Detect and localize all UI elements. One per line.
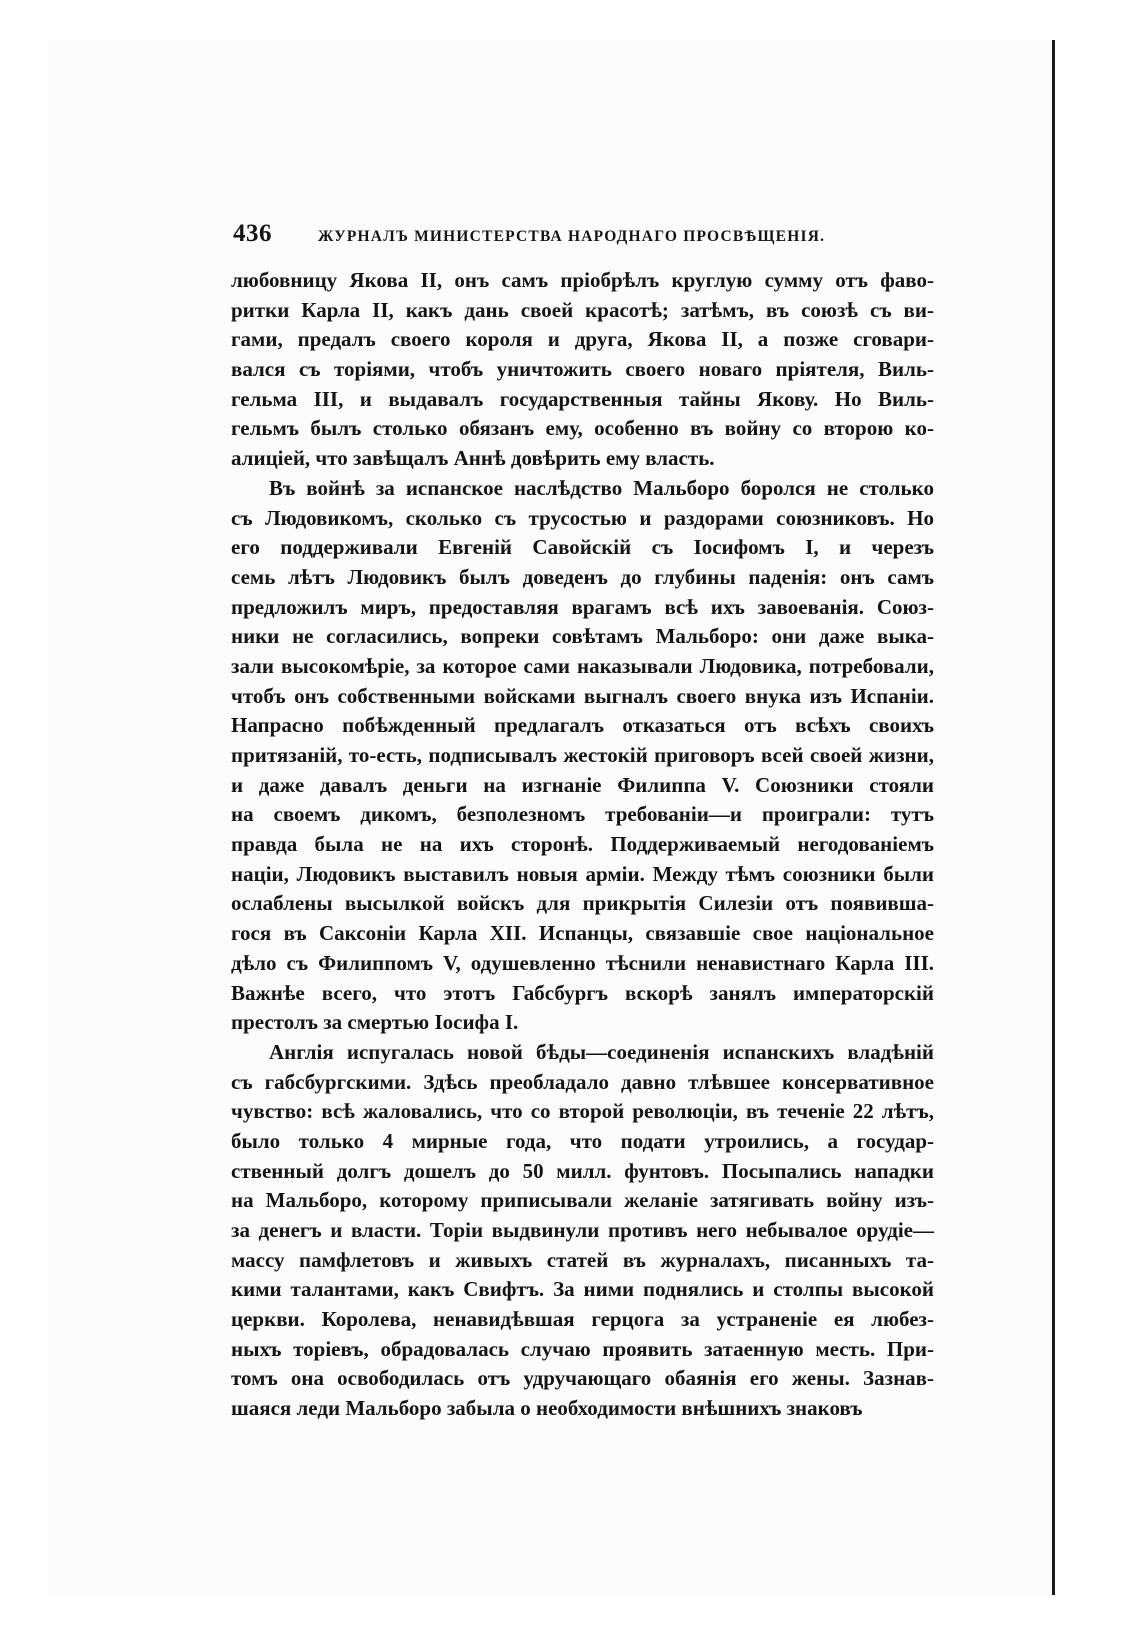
text-line: вался съ торіями, чтобъ уничтожить своего новаго пріятеля, Виль- — [231, 357, 934, 382]
running-title: ЖУРНАЛЪ МИНИСТЕРСТВА НАРОДНАГО ПРОСВѢЩЕНІЯ. — [318, 228, 826, 245]
text-line: правда была не на ихъ сторонѣ. Поддерживаемый негодованіемъ — [231, 832, 934, 857]
text-line: Англія испугалась новой бѣды—соединенія испанскихъ владѣній — [269, 1039, 934, 1064]
paragraph — [231, 1038, 934, 1424]
text-line: алицiей, что завѣщалъ Аннѣ довѣрить ему власть. — [231, 446, 715, 471]
text-line: дѣло съ Филиппомъ V, одушевленно тѣснили ненавистнаго Карла III. — [231, 950, 934, 975]
text-line: чувство: всѣ жаловались, что со второй революціи, въ теченіе 22 лѣтъ, — [231, 1099, 934, 1124]
text-line: семь лѣтъ Людовикъ былъ доведенъ до глубины паденія: онъ самъ — [231, 564, 934, 589]
text-line: ослаблены высылкой войскъ для прикрытія Силезіи отъ появивша- — [231, 891, 934, 916]
paragraph — [231, 474, 934, 1038]
text-line: кими талантами, какъ Свифтъ. За ними поднялись и столпы высокой — [231, 1277, 934, 1302]
text-line: гося въ Саксоніи Карла XII. Испанцы, связавшіе свое національное — [231, 921, 934, 946]
text-line: любовницу Якова II, онъ самъ пріобрѣлъ круглую сумму отъ фаво- — [231, 268, 934, 292]
text-line: и даже давалъ деньги на изгнаніе Филиппа V. Союзники стояли — [231, 772, 934, 797]
page-spine-edge — [1052, 40, 1055, 1595]
text-line: Важнѣе всего, что этотъ Габсбургъ вскорѣ занялъ императорскій — [231, 980, 934, 1005]
text-line: ныхъ торіевъ, обрадовалась случаю проявить затаенную месть. При- — [231, 1336, 934, 1361]
text-line: за денегъ и власти. Торіи выдвинули противъ него небывалое орудіе— — [231, 1218, 934, 1242]
text-line: ники не согласились, вопреки совѣтамъ Мальборо: они даже выка- — [231, 624, 934, 649]
text-line: гельма III, и выдавалъ государственныя тайны Якову. Но Виль- — [231, 386, 934, 411]
text-line: престолъ за смертью Іосифа I. — [231, 1010, 519, 1035]
text-line: массу памфлетовъ и живыхъ статей въ журналахъ, писанныхъ та- — [231, 1247, 934, 1272]
text-line: предложилъ миръ, предоставляя врагамъ всѣ ихъ завоеванія. Союз- — [231, 594, 934, 619]
text-line: гами, предалъ своего короля и друга, Якова II, а позже сговари- — [231, 327, 934, 352]
text-line: на Мальборо, которому приписывали желаніе затягивать войну изъ- — [231, 1188, 934, 1213]
text-line: съ Людовикомъ, сколько съ трусостью и раздорами союзниковъ. Но — [231, 505, 934, 530]
text-line: зали высокомѣріе, за которое сами наказывали Людовика, потребовали, — [231, 653, 934, 678]
text-line: на своемъ дикомъ, безполезномъ требованіи—и проиграли: тутъ — [231, 802, 934, 827]
text-line: гельмъ былъ столько обязанъ ему, особенно въ войну со второю ко- — [231, 416, 934, 441]
text-line: ственный долгъ дошелъ до 50 милл. фунтовъ. Посыпались нападки — [231, 1158, 934, 1183]
text-line: Въ войнѣ за испанское наслѣдство Мальборо боролся не столько — [269, 475, 934, 500]
text-line: томъ она освободилась отъ удручающаго обаянія его жены. Зазнав- — [231, 1366, 934, 1391]
page-header — [233, 220, 933, 250]
text-line: Напрасно побѣжденный предлагалъ отказаться отъ всѣхъ своихъ — [231, 713, 934, 738]
paragraph — [231, 266, 934, 474]
text-line: ритки Карла II, какъ дань своей красотѣ; затѣмъ, въ союзѣ съ ви- — [231, 297, 934, 322]
text-line: было только 4 мирные года, что подати утроились, а государ- — [231, 1128, 934, 1153]
text-line: націи, Людовикъ выставилъ новыя арміи. Между тѣмъ союзники были — [231, 861, 934, 886]
page-number: 436 — [233, 220, 272, 247]
body-text — [231, 266, 934, 1424]
text-line: церкви. Королева, ненавидѣвшая герцога за устраненіе ея любез- — [231, 1307, 934, 1332]
text-line: чтобъ онъ собственными войсками выгналъ своего внука изъ Испаніи. — [231, 683, 934, 708]
text-line: притязаній, то-есть, подписывалъ жестокій приговоръ всей своей жизни, — [231, 743, 934, 767]
text-line: его поддерживали Евгеній Савойскій съ Іосифомъ I, и черезъ — [231, 535, 934, 560]
text-line: съ габсбургскими. Здѣсь преобладало давно тлѣвшее консервативное — [231, 1069, 934, 1094]
text-line: шаяся леди Мальборо забыла о необходимости внѣшнихъ знаковъ — [231, 1396, 863, 1421]
